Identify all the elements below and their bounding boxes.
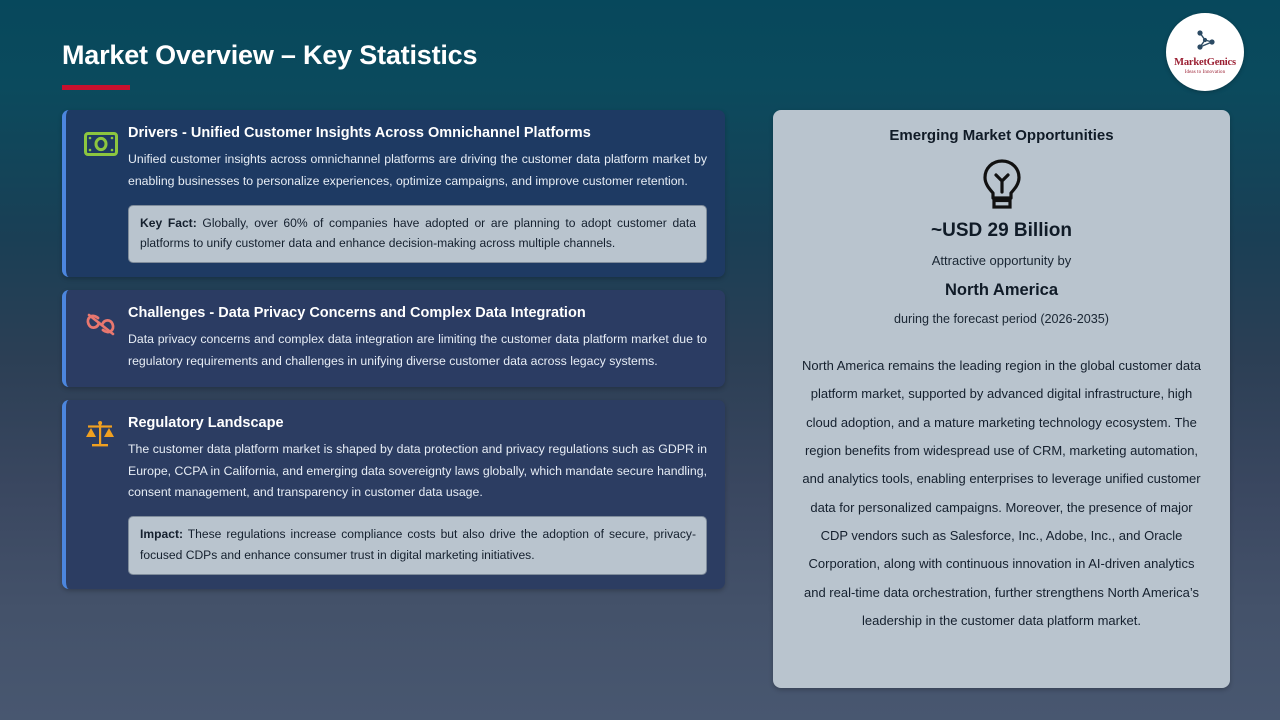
title-underline (62, 85, 130, 90)
card-drivers-head (84, 124, 707, 193)
impact-callout (128, 516, 707, 575)
opportunity-region: North America (944, 281, 1059, 299)
impact-text: These regulations increase compliance costs but also drive the adoption of secure, privacy-focused CDPs and enhance consumer trust in digital marketing initiatives. (140, 527, 696, 563)
lightbulb-icon (793, 158, 1210, 210)
logo-tagline: Ideas to Innovation (1184, 69, 1226, 75)
molecule-node-icon (1192, 28, 1218, 57)
key-fact-callout (128, 205, 707, 264)
logo-name: MarketGenics (1174, 57, 1236, 69)
emerging-opportunities-panel[interactable] (773, 110, 1230, 688)
card-regulatory-body (124, 414, 707, 504)
key-fact-text: Globally, over 60% of companies have adopted or are planning to adopt customer data platforms to unify customer data and enhance decision-making across multiple channels. (140, 215, 696, 251)
slide-header (0, 0, 1280, 104)
key-fact-label: Key Fact: (140, 215, 197, 230)
card-challenges-text: Data privacy concerns and complex data integration are limiting the customer data platform market due to regulatory requirements and challenges in unifying diverse customer data across legacy systems. (128, 332, 707, 369)
opportunity-paragraph: North America remains the leading region in the global customer data platform market, supported by advanced digital infrastructure, high cloud adoption, and a mature marketing technology ecosystem. The region benefits from widespread use of CRM, marketing automation, and analytics tools, enabling enterprises to leverage unified customer data for personalized campaigns. Moreover, the presence of major CDP vendors such as Salesforce, Inc., Adobe, Inc., and Oracle Corporation, along with continuous innovation in AI-driven analytics and real-time data orchestration, further strengthens North America’s leadership in the customer data platform market. (802, 358, 1201, 628)
left-column (62, 110, 725, 602)
logo-badge[interactable] (1166, 13, 1244, 91)
card-regulatory-title: Regulatory Landscape (128, 414, 284, 431)
opportunity-value: ~USD 29 Billion (931, 220, 1072, 241)
card-regulatory-head (84, 414, 707, 504)
broken-link-icon (84, 306, 124, 342)
card-drivers-body (124, 124, 707, 193)
card-drivers-text: Unified customer insights across omnichannel platforms are driving the customer data platform market by enabling businesses to personalize experiences, optimize campaigns, and improve customer retention. (128, 152, 707, 188)
card-challenges-title: Challenges - Data Privacy Concerns and Complex Data Integration (128, 305, 586, 322)
scales-of-justice-icon (84, 416, 124, 452)
panel-title: Emerging Market Opportunities (889, 127, 1114, 144)
impact-label: Impact: (140, 527, 184, 542)
card-drivers[interactable] (62, 110, 725, 277)
card-regulatory-text: The customer data platform market is shaped by data protection and privacy regulations such as GDPR in Europe, CCPA in California, and emerging data sovereignty laws globally, which mandate secure handling, consent management, and transparency in customer data usage. (128, 441, 707, 500)
opportunity-period: during the forecast period (2026-2035) (894, 312, 1109, 326)
banknote-icon (84, 126, 124, 162)
card-challenges[interactable] (62, 290, 725, 387)
card-challenges-body (124, 304, 707, 373)
card-challenges-head (84, 304, 707, 373)
opportunity-subtitle: Attractive opportunity by (931, 253, 1072, 268)
card-drivers-title: Drivers - Unified Customer Insights Across Omnichannel Platforms (128, 125, 591, 141)
page-title: Market Overview – Key Statistics (62, 40, 478, 70)
card-regulatory[interactable] (62, 400, 725, 589)
